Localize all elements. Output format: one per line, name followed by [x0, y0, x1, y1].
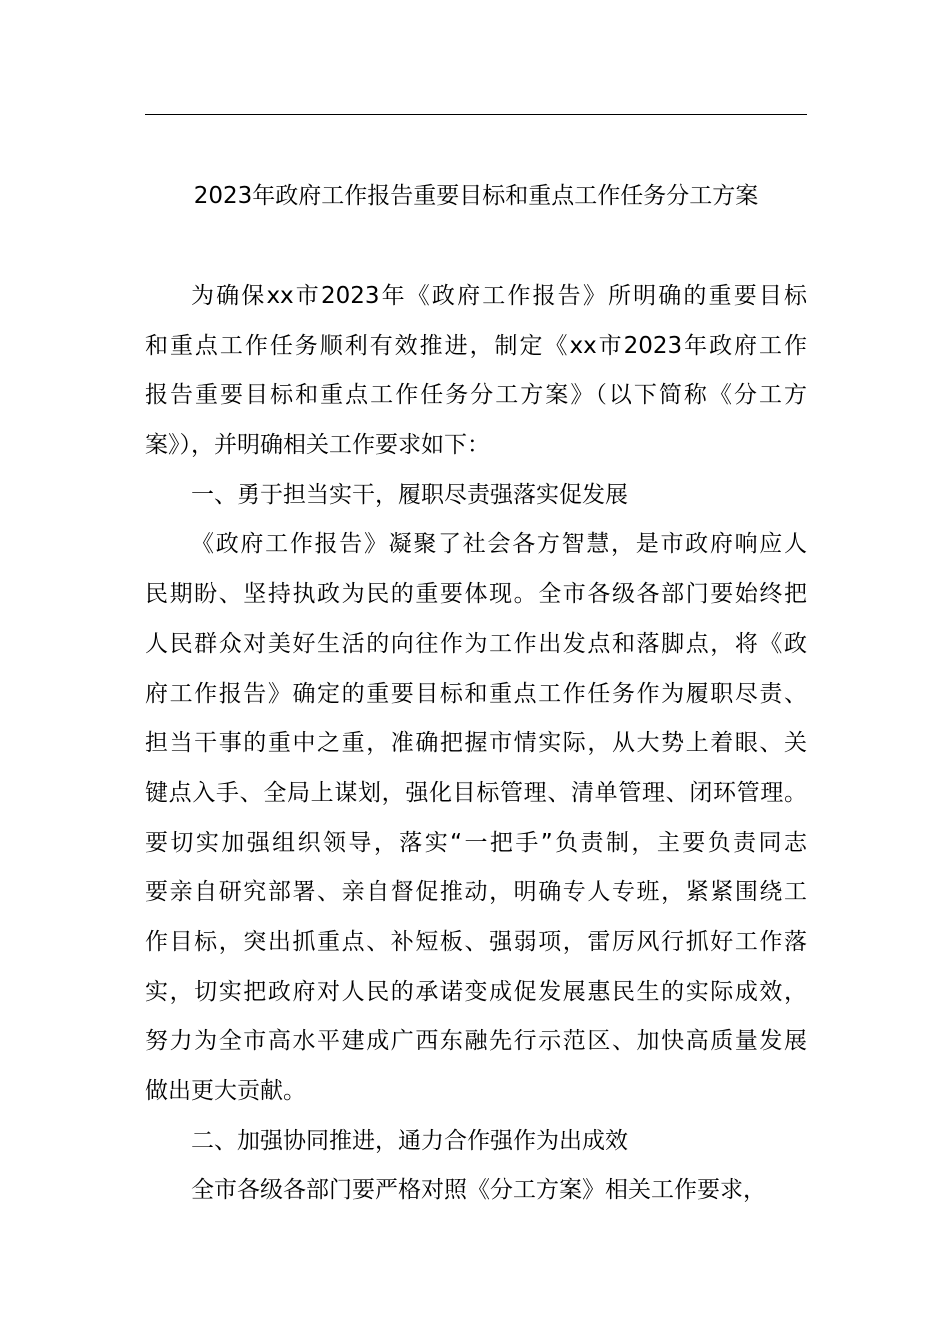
section-heading-1 [145, 471, 807, 521]
text-line: 键点入手、全局上谋划，强化目标管理、清单管理、闭环管理。 [145, 779, 807, 806]
text-line: 全市各级各部门要严格对照《分工方案》相关工作要求， [191, 1177, 766, 1204]
text-line: 《政府工作报告》凝聚了社会各方智慧，是市政府响应人 [191, 531, 807, 558]
text-line: 府工作报告》确定的重要目标和重点工作任务作为履职尽责、 [145, 680, 807, 707]
section-heading-2 [145, 1117, 807, 1167]
text-line: 案》），并明确相关工作要求如下： [145, 432, 490, 459]
header-rule [145, 114, 807, 115]
text-line: 要亲自研究部署、亲自督促推动，明确专人专班，紧紧围绕工 [145, 879, 807, 906]
text-line: 和重点工作任务顺利有效推进，制定《xx市2023年政府工作 [145, 332, 807, 359]
text-line: 担当干事的重中之重，准确把握市情实际，从大势上着眼、关 [145, 730, 807, 757]
text-line: 民期盼、坚持执政为民的重要体现。全市各级各部门要始终把 [145, 581, 807, 608]
text-line: 要切实加强组织领导，落实“一把手”负责制，主要负责同志 [145, 829, 807, 856]
text-line: 报告重要目标和重点工作任务分工方案》（以下简称《分工方 [145, 382, 807, 409]
text-line: 一、勇于担当实干，履职尽责强落实促发展 [191, 481, 628, 508]
text-line: 作目标，突出抓重点、补短板、强弱项，雷厉风行抓好工作落 [145, 928, 807, 955]
text-line: 努力为全市高水平建成广西东融先行示范区、加快高质量发展 [145, 1028, 807, 1055]
intro-paragraph [145, 272, 807, 471]
document-body [145, 272, 807, 1216]
text-line: 二、加强协同推进，通力合作强作为出成效 [191, 1127, 628, 1154]
text-line: 实，切实把政府对人民的承诺变成促发展惠民生的实际成效， [145, 978, 807, 1005]
section-2-paragraph [145, 1166, 807, 1216]
document-title: 2023年政府工作报告重要目标和重点工作任务分工方案 [193, 183, 759, 209]
text-line: 人民群众对美好生活的向往作为工作出发点和落脚点，将《政 [145, 630, 807, 657]
section-1-paragraph [145, 520, 807, 1116]
text-line: 做出更大贡献。 [145, 1078, 306, 1104]
text-line: 为确保xx市2023年《政府工作报告》所明确的重要目标 [191, 283, 807, 309]
